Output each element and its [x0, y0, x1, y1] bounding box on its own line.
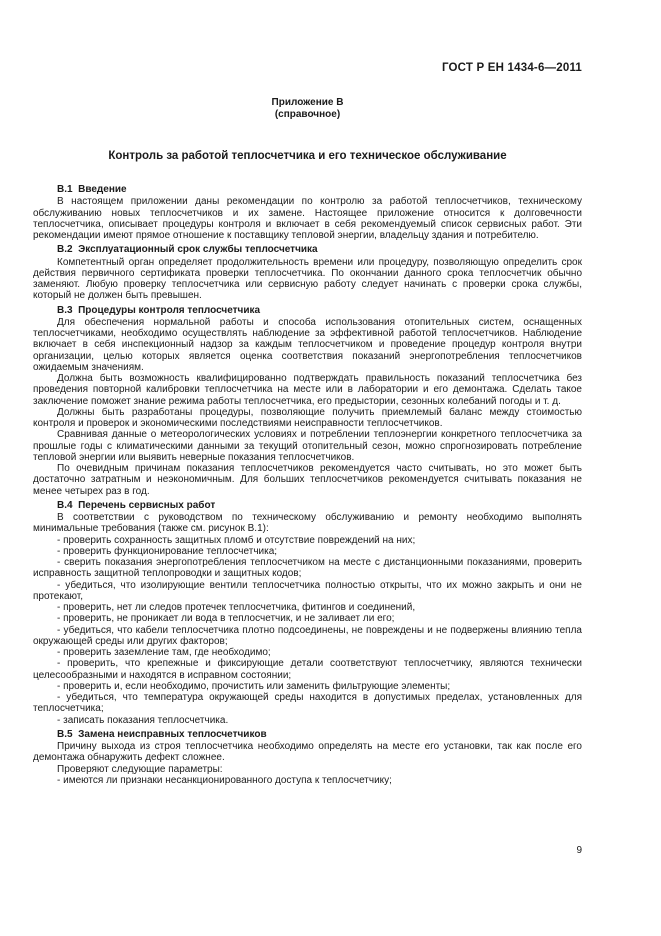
page-title: Контроль за работой теплосчетчика и его техническое обслуживание: [108, 150, 507, 162]
list-item: - имеются ли признаки несанкционированного доступа к теплосчетчику;: [57, 774, 392, 786]
list-item: - проверить, что крепежные и фиксирующие детали соответствуют теплосчетчику, являются технически целесообразными и находятся в исправном состоянии;: [33, 658, 582, 681]
annex-type: (справочное): [274, 108, 341, 120]
paragraph: Проверяют следующие параметры:: [57, 763, 223, 775]
list-item: - проверить сохранность защитных пломб и отсутствие повреждений на них;: [57, 534, 416, 546]
document-body: [33, 181, 582, 786]
section-heading-b4: В.4 Перечень сервисных работ: [57, 499, 216, 511]
paragraph: В соответствии с руководством по техническому обслуживанию и ремонту необходимо выполнять минимальные требования (также см. рисунок В.1):: [33, 512, 582, 535]
paragraph: Причину выхода из строя теплосчетчика необходимо определять на месте его установки, так как после его демонтажа обнаружить дефект сложнее.: [33, 741, 582, 764]
paragraph: Должна быть возможность квалифицированно подтверждать правильность показаний теплосчетчика без проведения повторной калибровки теплосчетчика на месте или в лаборатории и его демонтажа. Сделать такое заключение поможет знание режима работы теплосчетчика, его предыстории, сезонных колебаний погоды и т. д.: [33, 373, 582, 407]
list-item: - проверить функционирование теплосчетчика;: [57, 545, 278, 557]
list-item: - проверить заземление там, где необходимо;: [57, 647, 271, 658]
list-item: - сверить показания энергопотребления теплосчетчиком на месте с дистанционными показаниями, проверить исправность защитной теплопроводки и защитных кодов;: [33, 557, 582, 580]
annex-label: Приложение В: [271, 97, 344, 108]
page-number: 9: [576, 845, 582, 856]
document-code: ГОСТ Р ЕН 1434-6—2011: [441, 62, 582, 74]
paragraph: Для обеспечения нормальной работы и способа использования отопительных систем, оснащенных теплосчетчиками, необходимо осуществлять наблюдение за эффективной работой теплосчетчиков. Наблюдение включает в себя инспекционный надзор за каждым теплосчетчиком и проведение процедур контроля внутри организации, целью которых является оценка соответствия показаний энергопотребления теплосчетчиков ожидаемым значениям.: [33, 316, 582, 373]
section-heading-b1: В.1 Введение: [57, 184, 127, 195]
annex-heading: [33, 97, 582, 120]
section-heading-b3: В.3 Процедуры контроля теплосчетчика: [57, 304, 261, 316]
section-heading-b2: В.2 Эксплуатационный срок службы теплосчетчика: [57, 244, 318, 256]
paragraph: Компетентный орган определяет продолжительность времени или процедуру, позволяющую определить срок действия первичного сертификата проверки теплосчетчика. По окончании данного срока теплосчетчик обычно заменяют. Любую проверку теплосчетчика или сервисную работу следует начинать с проверки срока службы, который не должен быть превышен.: [33, 256, 582, 302]
list-item: - записать показания теплосчетчика.: [57, 714, 229, 726]
section-heading-b5: В.5 Замена неисправных теплосчетчиков: [57, 728, 267, 740]
list-item: - проверить, нет ли следов протечек теплосчетчика, фитингов и соединений,: [57, 602, 416, 613]
paragraph: Должны быть разработаны процедуры, позволяющие получить приемлемый баланс между стоимостью контроля и проверок и экономическими последствиями неисправности теплосчетчиков.: [33, 406, 582, 429]
list-item: - проверить и, если необходимо, прочистить или заменить фильтрующие элементы;: [57, 680, 451, 692]
list-item: - убедиться, что температура окружающей среды находится в допустимых пределах, установленных для теплосчетчика;: [33, 692, 582, 715]
list-item: - убедиться, что кабели теплосчетчика плотно подсоединены, не повреждены и не подвержены влиянию тепла окружающей среды или других факторов;: [33, 624, 582, 647]
paragraph: Сравнивая данные о метеорологических условиях и потреблении теплоэнергии конкретного теплосчетчика за прошлые годы с климатическими данными за текущий отопительный сезон, можно спрогнозировать потребление тепловой энергии или выявить неверные показания теплосчетчиков.: [33, 429, 582, 463]
paragraph: По очевидным причинам показания теплосчетчиков рекомендуется часто считывать, но это может быть достаточно затратным и неэкономичным. Для больших теплосчетчиков рекомендуется считывать показания не менее четырех раз в год.: [33, 463, 582, 497]
list-item: - проверить, не проникает ли вода в теплосчетчик, и не заливает ли его;: [57, 613, 395, 625]
list-item: - убедиться, что изолирующие вентили теплосчетчика полностью открыты, что их можно закрыть и они не протекают,: [33, 579, 582, 602]
paragraph: В настоящем приложении даны рекомендации по контролю за работой теплосчетчиков, техническому обслуживанию новых теплосчетчиков и их замене. Настоящее приложение относится к долговечности теплосчетчика, описывает процедуры контроля и включает в себя рекомендуемый список сервисных работ. Эти рекомендации имеют прямое отношение к поставщику тепловой энергии, владельцу здания и потребителю.: [33, 196, 582, 241]
